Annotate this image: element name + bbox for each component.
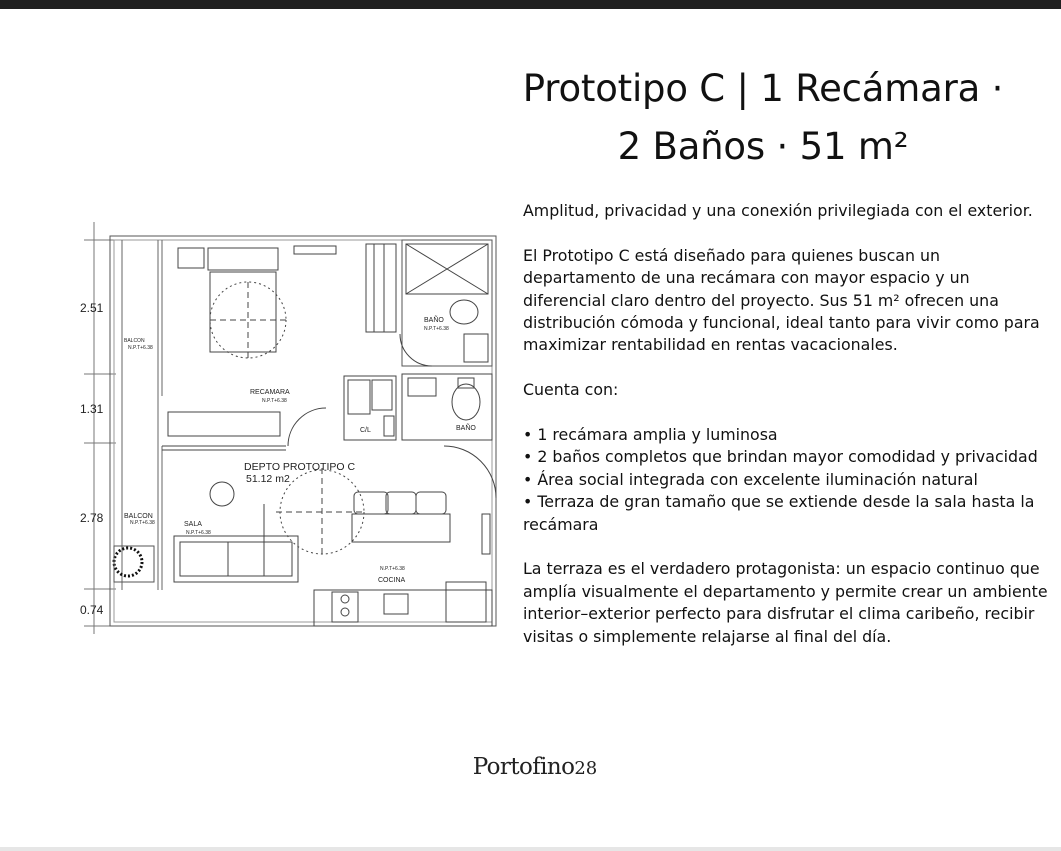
features-heading: Cuenta con:: [523, 380, 619, 400]
dim-label: 2.78: [80, 511, 104, 525]
room-label: BALCON: [124, 338, 145, 344]
level-label: N.P.T+6.38: [424, 326, 449, 332]
room-label: BALCON: [124, 513, 153, 520]
logo-number: 28: [574, 758, 598, 779]
level-label: N.P.T+6.38: [380, 566, 405, 572]
dim-label: 2.51: [80, 301, 104, 315]
room-label: C/L: [360, 427, 371, 434]
area-label: 51.12 m2: [246, 473, 290, 485]
dim-label: 0.74: [80, 603, 104, 617]
level-label: N.P.T+6.38: [262, 398, 287, 404]
room-label: BAÑO: [456, 425, 476, 432]
feature-item: • Área social integrada con excelente iluminación natural: [523, 469, 978, 489]
logo-name: Portofino: [472, 754, 575, 780]
brand-logo: [460, 754, 610, 780]
feature-item: • 1 recámara amplia y luminosa: [523, 425, 778, 445]
intro-paragraph: Amplitud, privacidad y una conexión privilegiada con el exterior.: [523, 201, 1033, 220]
level-label: N.P.T+6.38: [128, 345, 153, 351]
body-paragraph: El Prototipo C está diseñado para quienes buscan un departamento de una recámara con mayor espacio y un diferencial claro dentro del proyecto. Sus 51 m² ofrecen una distribución cómoda y funcional, ideal tanto para vivir como para maximizar rentabilidad en rentas vacacionales.: [523, 245, 1040, 355]
feature-item: • 2 baños completos que brindan mayor comodidad y privacidad: [523, 447, 1038, 467]
dim-label: 1.31: [80, 402, 104, 416]
level-label: N.P.T+6.38: [186, 530, 211, 536]
floor-plan: [66, 216, 506, 636]
title-line-1: Prototipo C | 1 Recámara ·: [522, 67, 1004, 110]
feature-item: • Terraza de gran tamaño que se extiende desde la sala hasta la recámara: [523, 492, 1035, 534]
description: [523, 200, 1055, 648]
room-label: SALA: [184, 521, 202, 528]
level-label: N.P.T+6.38: [130, 520, 155, 526]
top-bar: [0, 0, 1061, 9]
title-line-2: 2 Baños · 51 m²: [617, 125, 909, 168]
room-label: COCINA: [378, 577, 406, 584]
page-title: [505, 60, 1021, 176]
room-label: BAÑO: [424, 317, 444, 324]
room-label: RECAMARA: [250, 389, 290, 396]
room-label: DEPTO PROTOTIPO C: [244, 461, 356, 473]
bottom-bar: [0, 847, 1061, 851]
closing-paragraph: La terraza es el verdadero protagonista: un espacio continuo que amplía visualmente el departamento y permite crear un ambiente interior–exterior perfecto para disfrutar el clima caribeño, recibir visitas o simplemente relajarse al final del día.: [523, 559, 1048, 646]
